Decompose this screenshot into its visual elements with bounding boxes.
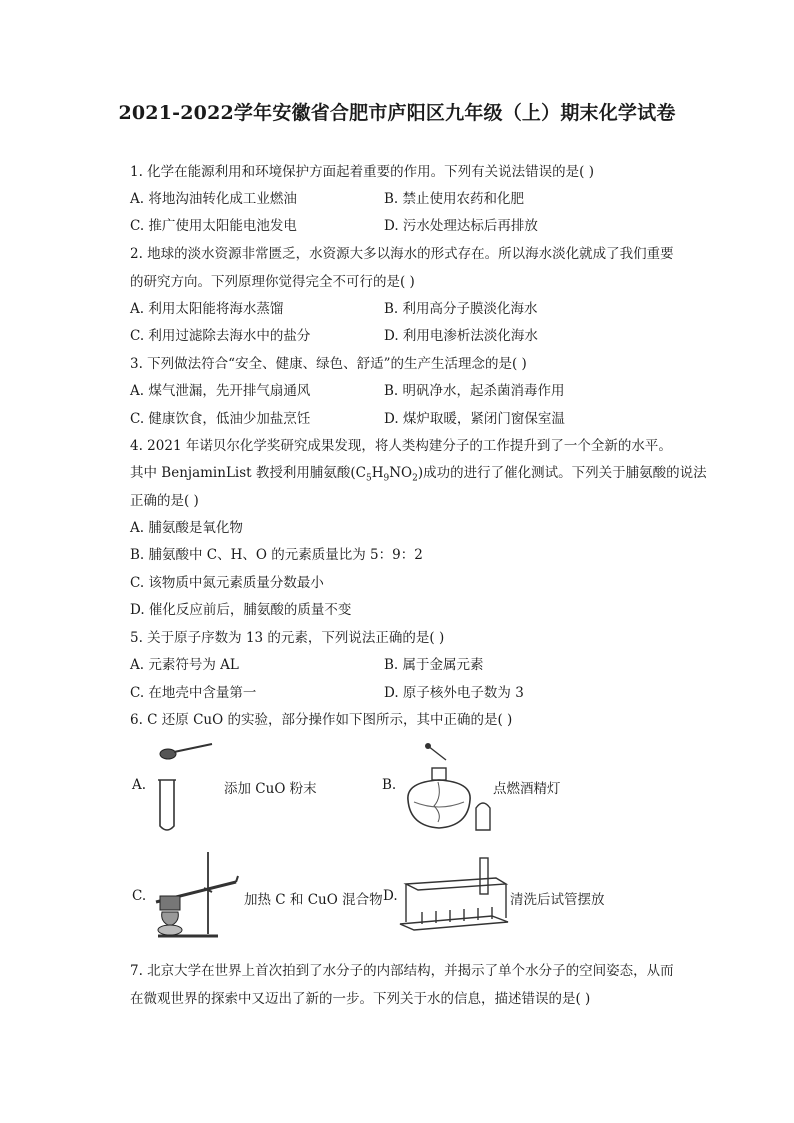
q1-option-c: C. 推广使用太阳能电池发电	[130, 218, 297, 234]
question-4-stem-cont2: 正确的是( )	[130, 493, 199, 509]
question-2-stem-cont: 的研究方向。下列原理你觉得完全不可行的是( )	[130, 274, 415, 290]
q6-option-b-letter: B.	[382, 777, 397, 793]
q6-option-a-label: 添加 CuO 粉末	[224, 781, 317, 797]
q5-option-c: C. 在地壳中含量第一	[130, 685, 257, 701]
q6-option-b-label: 点燃酒精灯	[493, 781, 561, 797]
q4-formula-text-c: NO	[389, 465, 413, 481]
q4-formula-text-a: 其中 BenjaminList 教授利用脯氨酸(C	[130, 465, 366, 481]
q1-option-a: A. 将地沟油转化成工业燃油	[130, 191, 297, 207]
q6-option-d-letter: D.	[383, 888, 398, 904]
q3-option-a: A. 煤气泄漏，先开排气扇通风	[130, 383, 311, 399]
alcohol-lamp-figure	[398, 742, 494, 834]
q4-option-b: B. 脯氨酸中 C、H、O 的元素质量比为 5：9：2	[130, 547, 423, 563]
q2-option-b: B. 利用高分子膜淡化海水	[384, 301, 538, 317]
question-7-stem-cont: 在微观世界的探索中又迈出了新的一步。下列关于水的信息，描述错误的是( )	[130, 991, 591, 1007]
q6-option-d-label: 清洗后试管摆放	[510, 892, 605, 908]
q6-option-a-letter: A.	[132, 777, 147, 793]
q2-option-c: C. 利用过滤除去海水中的盐分	[130, 328, 311, 344]
q4-subscript-o: 2	[412, 473, 418, 484]
q4-subscript-h: 9	[383, 473, 390, 484]
question-6-stem: 6. C 还原 CuO 的实验，部分操作如下图所示，其中正确的是( )	[130, 712, 513, 728]
q4-option-c: C. 该物质中氮元素质量分数最小	[130, 575, 324, 591]
question-3-stem: 3. 下列做法符合“安全、健康、绿色、舒适”的生产生活理念的是( )	[130, 356, 527, 372]
q4-formula-text-d: )成功的进行了催化测试。下列关于脯氨酸的说法	[417, 465, 707, 481]
q1-option-d: D. 污水处理达标后再排放	[384, 218, 538, 234]
test-tube-spoon-figure	[150, 742, 220, 834]
q6-option-c-letter: C.	[132, 888, 147, 904]
q6-option-c-label: 加热 C 和 CuO 混合物	[244, 892, 383, 908]
q5-option-d: D. 原子核外电子数为 3	[384, 685, 524, 701]
heating-apparatus-figure	[148, 850, 244, 942]
q4-option-a: A. 脯氨酸是氧化物	[130, 520, 243, 536]
q2-option-a: A. 利用太阳能将海水蒸馏	[130, 301, 284, 317]
q5-option-a: A. 元素符号为 AL	[130, 657, 239, 673]
exam-title: 2021-2022学年安徽省合肥市庐阳区九年级（上）期末化学试卷	[118, 102, 676, 124]
q3-option-b: B. 明矾净水，起杀菌消毒作用	[384, 383, 565, 399]
question-5-stem: 5. 关于原子序数为 13 的元素，下列说法正确的是( )	[130, 630, 445, 646]
q4-formula-text-b: H	[371, 465, 384, 481]
test-tube-rack-figure	[396, 856, 510, 936]
q3-option-c: C. 健康饮食，低油少加盐烹饪	[130, 411, 311, 427]
q2-option-d: D. 利用电渗析法淡化海水	[384, 328, 538, 344]
q4-subscript-c: 5	[365, 473, 372, 484]
q4-option-d: D. 催化反应前后，脯氨酸的质量不变	[130, 602, 352, 618]
question-4-stem-cont	[130, 464, 707, 482]
q3-option-d: D. 煤炉取暖，紧闭门窗保室温	[384, 411, 565, 427]
q1-option-b: B. 禁止使用农药和化肥	[384, 191, 525, 207]
question-7-stem: 7. 北京大学在世界上首次拍到了水分子的内部结构，并揭示了单个水分子的空间姿态，从而	[130, 963, 674, 979]
question-4-stem: 4. 2021 年诺贝尔化学奖研究成果发现，将人类构建分子的工作提升到了一个全新的水平。	[130, 438, 672, 454]
q5-option-b: B. 属于金属元素	[384, 657, 484, 673]
question-2-stem: 2. 地球的淡水资源非常匮乏，水资源大多以海水的形式存在。所以海水淡化就成了我们重要	[130, 246, 674, 262]
question-1-stem: 1. 化学在能源利用和环境保护方面起着重要的作用。下列有关说法错误的是( )	[130, 164, 594, 180]
